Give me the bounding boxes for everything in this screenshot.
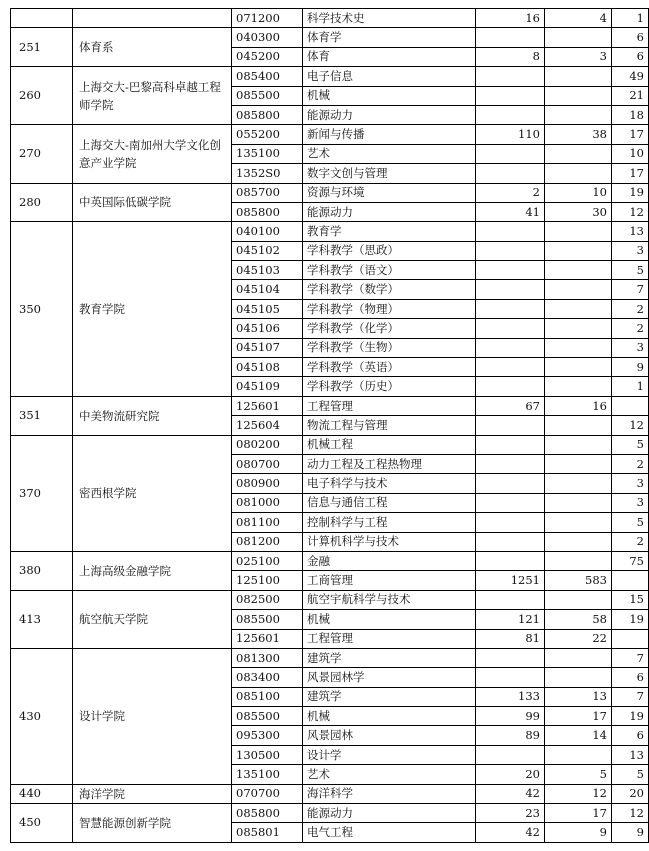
department-code: 370 [11, 435, 73, 551]
major-code: 071200 [232, 9, 303, 28]
major-code: 085800 [232, 804, 303, 823]
major-name: 金融 [303, 551, 476, 570]
major-code: 070700 [232, 784, 303, 803]
major-code: 045106 [232, 319, 303, 338]
value-c: 13 [612, 222, 649, 241]
value-a [476, 435, 545, 454]
value-a [476, 28, 545, 47]
value-c: 1 [612, 9, 649, 28]
department-code: 351 [11, 396, 73, 435]
value-a [476, 551, 545, 570]
value-b [545, 358, 612, 377]
major-name: 能源动力 [303, 202, 476, 221]
value-b [545, 222, 612, 241]
value-b [545, 105, 612, 124]
value-c: 17 [612, 125, 649, 144]
major-name: 动力工程及工程热物理 [303, 454, 476, 473]
major-code: 085500 [232, 86, 303, 105]
table-row [11, 648, 649, 667]
value-c: 15 [612, 590, 649, 609]
value-c: 6 [612, 726, 649, 745]
value-c: 9 [612, 358, 649, 377]
value-a [476, 532, 545, 551]
major-code: 130500 [232, 745, 303, 764]
value-b [545, 261, 612, 280]
value-c: 7 [612, 648, 649, 667]
department-code: 270 [11, 125, 73, 183]
major-code: 125601 [232, 629, 303, 648]
value-b [545, 144, 612, 163]
major-name: 机械 [303, 707, 476, 726]
major-name: 电气工程 [303, 823, 476, 842]
value-a: 42 [476, 784, 545, 803]
major-name: 学科教学（生物） [303, 338, 476, 357]
major-name: 风景园林学 [303, 668, 476, 687]
value-a: 99 [476, 707, 545, 726]
major-name: 机械 [303, 86, 476, 105]
major-name: 学科教学（数学） [303, 280, 476, 299]
value-b [545, 435, 612, 454]
major-name: 工程管理 [303, 396, 476, 415]
major-code: 045109 [232, 377, 303, 396]
major-code: 081100 [232, 513, 303, 532]
value-c: 7 [612, 687, 649, 706]
value-a [476, 358, 545, 377]
major-name: 电子科学与技术 [303, 474, 476, 493]
value-a: 8 [476, 47, 545, 66]
value-b [545, 454, 612, 473]
major-code: 081300 [232, 648, 303, 667]
value-c: 9 [612, 823, 649, 842]
value-c: 75 [612, 551, 649, 570]
value-c: 21 [612, 86, 649, 105]
major-name: 科学技术史 [303, 9, 476, 28]
value-a: 1251 [476, 571, 545, 590]
value-a: 67 [476, 396, 545, 415]
value-b: 10 [545, 183, 612, 202]
major-code: 125100 [232, 571, 303, 590]
major-name: 数字文创与管理 [303, 164, 476, 183]
major-name: 艺术 [303, 765, 476, 784]
major-name: 机械工程 [303, 435, 476, 454]
value-a [476, 261, 545, 280]
major-code: 125601 [232, 396, 303, 415]
value-c: 20 [612, 784, 649, 803]
department-name: 设计学院 [73, 648, 232, 784]
table-row [11, 396, 649, 415]
value-c: 5 [612, 261, 649, 280]
table-row [11, 67, 649, 86]
value-a [476, 745, 545, 764]
value-a: 20 [476, 765, 545, 784]
value-c [612, 629, 649, 648]
value-c: 3 [612, 241, 649, 260]
value-b [545, 745, 612, 764]
value-c [612, 396, 649, 415]
department-code: 413 [11, 590, 73, 648]
value-b: 3 [545, 47, 612, 66]
value-b [545, 648, 612, 667]
department-code: 260 [11, 67, 73, 125]
major-name: 能源动力 [303, 105, 476, 124]
value-a [476, 454, 545, 473]
major-code: 045104 [232, 280, 303, 299]
value-a [476, 144, 545, 163]
value-b [545, 513, 612, 532]
value-c: 3 [612, 474, 649, 493]
value-c: 6 [612, 28, 649, 47]
major-code: 045102 [232, 241, 303, 260]
major-name: 工商管理 [303, 571, 476, 590]
value-a: 23 [476, 804, 545, 823]
major-name: 资源与环境 [303, 183, 476, 202]
major-code: 045200 [232, 47, 303, 66]
major-name: 学科教学（物理） [303, 299, 476, 318]
department-code: 350 [11, 222, 73, 397]
value-c: 2 [612, 532, 649, 551]
major-code: 082500 [232, 590, 303, 609]
value-a [476, 416, 545, 435]
department-code [11, 9, 73, 28]
value-a [476, 513, 545, 532]
department-name: 上海交大-巴黎高科卓越工程师学院 [73, 67, 232, 125]
department-name: 智慧能源创新学院 [73, 804, 232, 843]
value-b: 17 [545, 707, 612, 726]
major-name: 建筑学 [303, 648, 476, 667]
major-code: 085800 [232, 202, 303, 221]
major-name: 能源动力 [303, 804, 476, 823]
value-a: 42 [476, 823, 545, 842]
major-code: 045108 [232, 358, 303, 377]
department-name: 上海高级金融学院 [73, 551, 232, 590]
value-c: 6 [612, 47, 649, 66]
value-b [545, 338, 612, 357]
value-a [476, 86, 545, 105]
major-name: 学科教学（英语） [303, 358, 476, 377]
major-code: 081000 [232, 493, 303, 512]
major-name: 信息与通信工程 [303, 493, 476, 512]
major-code: 045107 [232, 338, 303, 357]
admissions-table [10, 8, 649, 843]
value-a [476, 668, 545, 687]
table-row [11, 435, 649, 454]
value-b: 5 [545, 765, 612, 784]
major-code: 025100 [232, 551, 303, 570]
department-code: 280 [11, 183, 73, 222]
major-name: 建筑学 [303, 687, 476, 706]
value-a: 2 [476, 183, 545, 202]
value-a [476, 493, 545, 512]
value-c: 12 [612, 804, 649, 823]
value-c: 6 [612, 668, 649, 687]
major-code: 085500 [232, 707, 303, 726]
value-b: 17 [545, 804, 612, 823]
value-a [476, 241, 545, 260]
value-c: 5 [612, 513, 649, 532]
value-a: 133 [476, 687, 545, 706]
value-b [545, 164, 612, 183]
value-a: 110 [476, 125, 545, 144]
value-a: 121 [476, 610, 545, 629]
value-c: 12 [612, 416, 649, 435]
value-c: 1 [612, 377, 649, 396]
department-code: 380 [11, 551, 73, 590]
value-b [545, 28, 612, 47]
value-a: 41 [476, 202, 545, 221]
value-b [545, 474, 612, 493]
value-a [476, 164, 545, 183]
major-code: 085801 [232, 823, 303, 842]
value-a [476, 222, 545, 241]
value-b [545, 416, 612, 435]
major-name: 控制科学与工程 [303, 513, 476, 532]
major-code: 083400 [232, 668, 303, 687]
value-b [545, 67, 612, 86]
value-b: 4 [545, 9, 612, 28]
department-code: 440 [11, 784, 73, 803]
value-c: 10 [612, 144, 649, 163]
value-b [545, 551, 612, 570]
table-row [11, 784, 649, 803]
major-name: 航空宇航科学与技术 [303, 590, 476, 609]
value-b [545, 532, 612, 551]
major-code: 085500 [232, 610, 303, 629]
value-a: 16 [476, 9, 545, 28]
value-c: 18 [612, 105, 649, 124]
major-code: 085700 [232, 183, 303, 202]
major-code: 085400 [232, 67, 303, 86]
major-name: 设计学 [303, 745, 476, 764]
major-code: 1352S0 [232, 164, 303, 183]
value-a [476, 590, 545, 609]
department-name: 教育学院 [73, 222, 232, 397]
department-name: 海洋学院 [73, 784, 232, 803]
value-c: 12 [612, 202, 649, 221]
value-c: 2 [612, 299, 649, 318]
department-code: 430 [11, 648, 73, 784]
major-code: 045105 [232, 299, 303, 318]
value-b [545, 493, 612, 512]
major-code: 055200 [232, 125, 303, 144]
major-code: 125604 [232, 416, 303, 435]
major-name: 体育学 [303, 28, 476, 47]
value-a [476, 105, 545, 124]
department-name: 密西根学院 [73, 435, 232, 551]
major-code: 080900 [232, 474, 303, 493]
department-name: 上海交大-南加州大学文化创意产业学院 [73, 125, 232, 183]
major-name: 学科教学（思政） [303, 241, 476, 260]
major-code: 081200 [232, 532, 303, 551]
value-c: 19 [612, 183, 649, 202]
table-row [11, 28, 649, 47]
department-name: 航空航天学院 [73, 590, 232, 648]
table-row [11, 590, 649, 609]
value-b: 16 [545, 396, 612, 415]
major-code: 045103 [232, 261, 303, 280]
value-b [545, 668, 612, 687]
major-code: 085100 [232, 687, 303, 706]
department-name: 中英国际低碳学院 [73, 183, 232, 222]
major-name: 教育学 [303, 222, 476, 241]
value-b [545, 241, 612, 260]
major-name: 工程管理 [303, 629, 476, 648]
value-b: 9 [545, 823, 612, 842]
value-a [476, 319, 545, 338]
major-name: 电子信息 [303, 67, 476, 86]
value-a: 89 [476, 726, 545, 745]
value-a [476, 648, 545, 667]
value-b [545, 319, 612, 338]
value-a [476, 67, 545, 86]
value-c: 3 [612, 338, 649, 357]
value-a [476, 280, 545, 299]
value-c: 19 [612, 707, 649, 726]
department-name: 体育系 [73, 28, 232, 67]
value-a [476, 338, 545, 357]
value-b: 12 [545, 784, 612, 803]
value-c: 5 [612, 435, 649, 454]
value-b: 13 [545, 687, 612, 706]
value-b [545, 377, 612, 396]
major-code: 085800 [232, 105, 303, 124]
table-row [11, 222, 649, 241]
table-row [11, 125, 649, 144]
value-a [476, 377, 545, 396]
major-name: 体育 [303, 47, 476, 66]
value-c: 7 [612, 280, 649, 299]
table-row [11, 9, 649, 28]
value-b [545, 86, 612, 105]
value-a: 81 [476, 629, 545, 648]
major-code: 040300 [232, 28, 303, 47]
value-b: 58 [545, 610, 612, 629]
major-name: 艺术 [303, 144, 476, 163]
major-code: 080700 [232, 454, 303, 473]
major-name: 物流工程与管理 [303, 416, 476, 435]
value-c [612, 571, 649, 590]
value-c: 2 [612, 454, 649, 473]
major-name: 计算机科学与技术 [303, 532, 476, 551]
table-body [11, 9, 649, 843]
major-code: 040100 [232, 222, 303, 241]
value-b: 22 [545, 629, 612, 648]
major-code: 135100 [232, 144, 303, 163]
value-c: 17 [612, 164, 649, 183]
major-code: 095300 [232, 726, 303, 745]
department-name: 中美物流研究院 [73, 396, 232, 435]
major-code: 080200 [232, 435, 303, 454]
value-b [545, 280, 612, 299]
value-b [545, 299, 612, 318]
value-a [476, 474, 545, 493]
department-code: 450 [11, 804, 73, 843]
value-c: 13 [612, 745, 649, 764]
value-c: 19 [612, 610, 649, 629]
department-name [73, 9, 232, 28]
value-c: 49 [612, 67, 649, 86]
major-name: 学科教学（化学） [303, 319, 476, 338]
major-name: 机械 [303, 610, 476, 629]
table-row [11, 804, 649, 823]
table-row [11, 551, 649, 570]
value-b: 583 [545, 571, 612, 590]
major-name: 学科教学（历史） [303, 377, 476, 396]
table-row [11, 183, 649, 202]
major-code: 135100 [232, 765, 303, 784]
major-name: 风景园林 [303, 726, 476, 745]
major-name: 海洋科学 [303, 784, 476, 803]
value-c: 2 [612, 319, 649, 338]
value-a [476, 299, 545, 318]
value-c: 5 [612, 765, 649, 784]
major-name: 学科教学（语文） [303, 261, 476, 280]
value-b: 38 [545, 125, 612, 144]
value-b [545, 590, 612, 609]
value-b: 30 [545, 202, 612, 221]
major-name: 新闻与传播 [303, 125, 476, 144]
value-b: 14 [545, 726, 612, 745]
value-c: 3 [612, 493, 649, 512]
department-code: 251 [11, 28, 73, 67]
